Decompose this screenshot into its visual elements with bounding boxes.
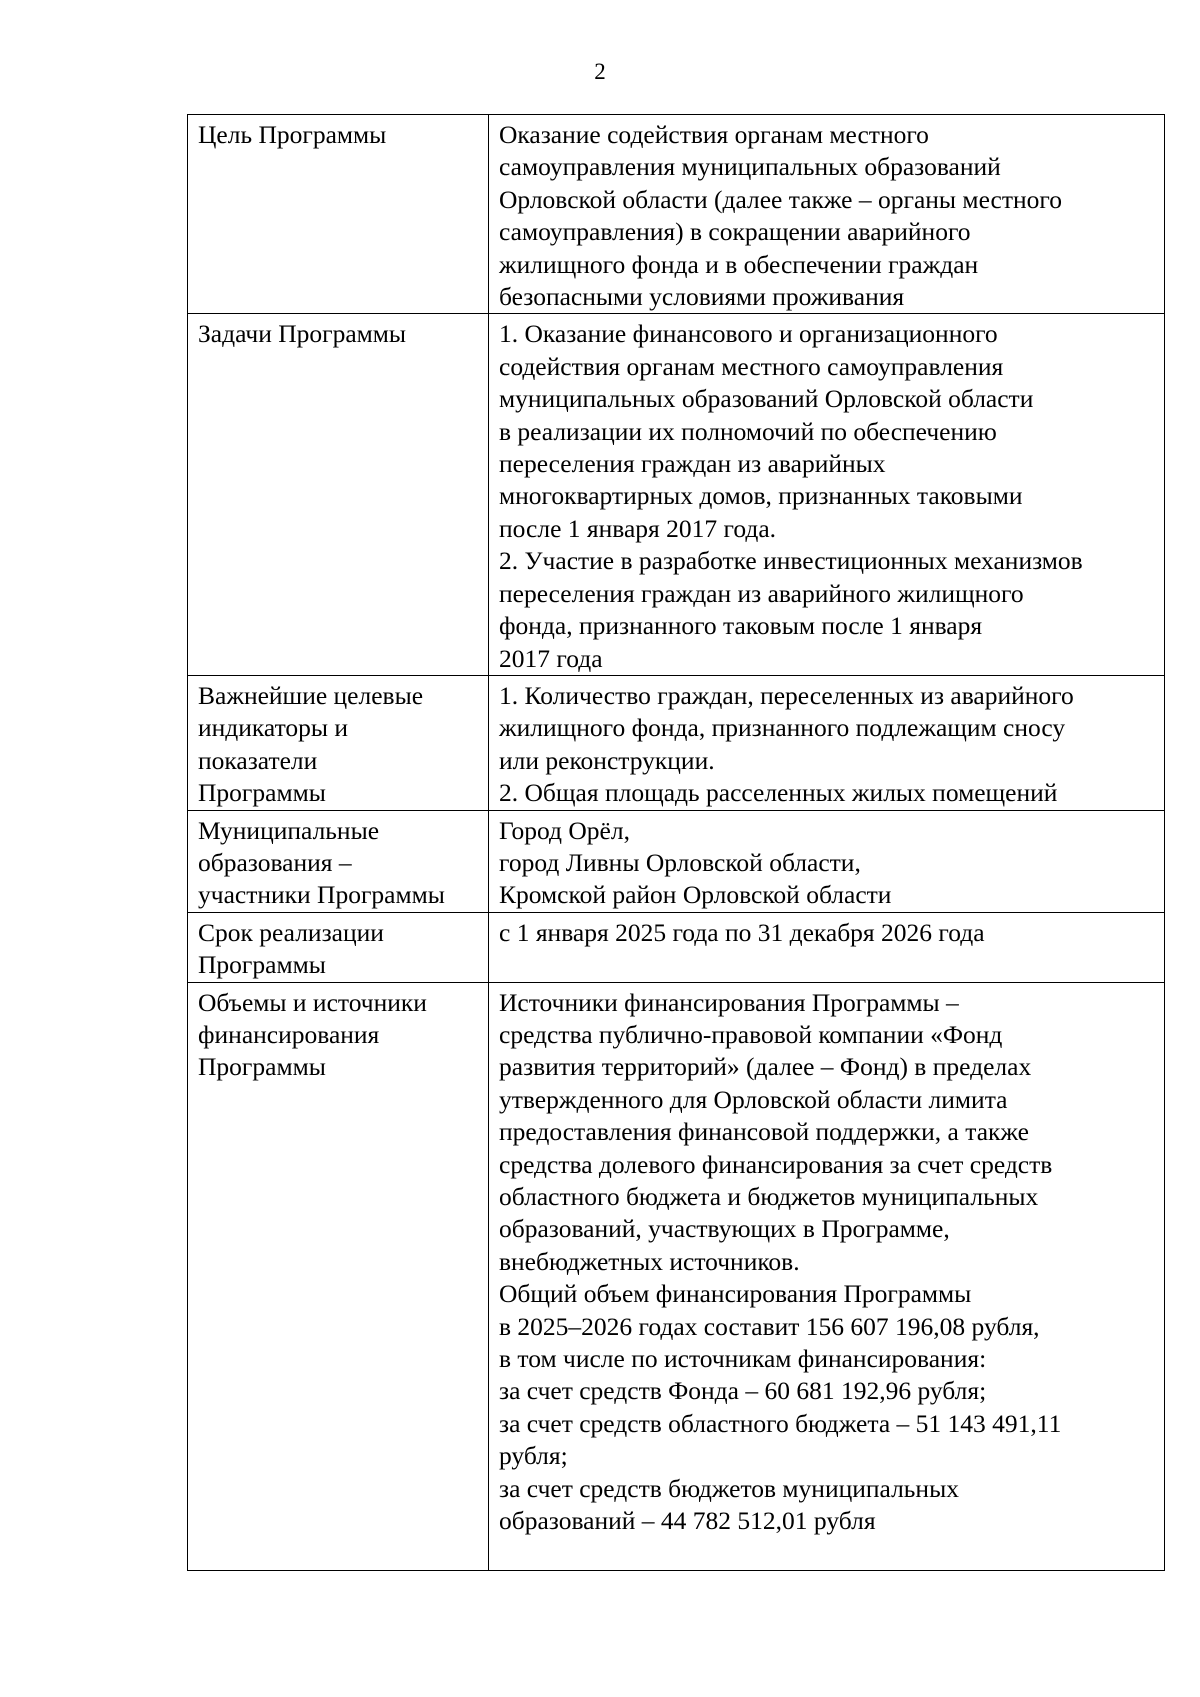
value-line: Оказание содействия органам местного	[499, 120, 929, 149]
row-label-tasks	[188, 314, 489, 675]
table-row-municipalities	[188, 810, 1165, 912]
value-line: за счет средств Фонда – 60 681 192,96 рубля;	[499, 1376, 987, 1406]
value-line: Орловской области (далее также – органы местного	[499, 184, 1062, 214]
value-line: Общий объем финансирования Программы	[499, 1279, 972, 1309]
label-line: участники Программы	[198, 880, 445, 910]
value-line: фонда, признанного таковым после 1 января	[499, 611, 983, 641]
label-line: Объемы и источники	[198, 987, 427, 1017]
value-line: Кромской район Орловской области	[499, 880, 892, 910]
label-line: индикаторы и	[198, 713, 349, 743]
value-line: предоставления финансовой поддержки, а также	[499, 1117, 1029, 1147]
label-line: образования –	[198, 847, 352, 877]
row-value-tasks	[489, 314, 1165, 675]
value-line: содействия органам местного самоуправления	[499, 351, 1004, 381]
value-line: образований, участвующих в Программе,	[499, 1214, 950, 1244]
value-line: переселения граждан из аварийных	[499, 449, 886, 479]
row-label-funding	[188, 982, 489, 1570]
value-line: средства долевого финансирования за счет средств	[499, 1149, 1053, 1179]
value-line: муниципальных образований Орловской области	[499, 384, 1034, 414]
value-line: Источники финансирования Программы –	[499, 987, 959, 1017]
value-line: в том числе по источникам финансирования:	[499, 1344, 987, 1374]
value-line: внебюджетных источников.	[499, 1246, 800, 1276]
value-line: утвержденного для Орловской области лимита	[499, 1084, 1008, 1114]
row-value-indicators	[489, 675, 1165, 810]
value-line: переселения граждан из аварийного жилищного	[499, 578, 1024, 608]
value-line: город Ливны Орловской области,	[499, 847, 861, 877]
value-line: 1. Количество граждан, переселенных из аварийного	[499, 680, 1074, 710]
label-line: Программы	[198, 1052, 326, 1082]
value-line: рубля;	[499, 1441, 568, 1471]
value-line: Город Орёл,	[499, 815, 630, 845]
row-value-funding	[489, 982, 1165, 1570]
row-value-period	[489, 912, 1165, 982]
label-line: Муниципальные	[198, 815, 380, 845]
value-line: самоуправления муниципальных образований	[499, 152, 1001, 182]
label-line: показатели	[198, 745, 318, 775]
value-line: развития территорий» (далее – Фонд) в пределах	[499, 1052, 1032, 1082]
label-line: Цель Программы	[198, 120, 387, 149]
table-row-period	[188, 912, 1165, 982]
row-label-goal	[188, 115, 489, 314]
row-label-municipalities	[188, 810, 489, 912]
label-line: Важнейшие целевые	[198, 680, 424, 710]
table-row-goal	[188, 115, 1165, 314]
value-line: областного бюджета и бюджетов муниципальных	[499, 1182, 1039, 1211]
row-label-period	[188, 912, 489, 982]
value-line: в 2025–2026 годах составит 156 607 196,08 рубля,	[499, 1311, 1040, 1341]
label-line: финансирования	[198, 1019, 380, 1049]
value-line: самоуправления) в сокращении аварийного	[499, 217, 971, 247]
value-line: или реконструкции.	[499, 745, 715, 775]
value-line: 2. Общая площадь расселенных жилых помещений	[499, 778, 1058, 808]
value-line: безопасными условиями проживания	[499, 282, 905, 312]
table-row-tasks	[188, 314, 1165, 675]
value-line: после 1 января 2017 года.	[499, 513, 777, 543]
value-line: в реализации их полномочий по обеспечению	[499, 416, 997, 446]
page-number: 2	[594, 59, 606, 84]
label-line: Программы	[198, 950, 326, 980]
row-label-indicators	[188, 675, 489, 810]
label-line: Срок реализации	[198, 917, 384, 947]
value-line: средства публично-правовой компании «Фонд	[499, 1019, 1003, 1049]
table-row-indicators	[188, 675, 1165, 810]
value-line: за счет средств бюджетов муниципальных	[499, 1473, 959, 1503]
table-row-funding	[188, 982, 1165, 1570]
value-line: 2. Участие в разработке инвестиционных механизмов	[499, 546, 1083, 576]
row-value-municipalities	[489, 810, 1165, 912]
value-line: 2017 года	[499, 643, 603, 673]
value-line: жилищного фонда и в обеспечении граждан	[499, 249, 979, 279]
value-line: образований – 44 782 512,01 рубля	[499, 1506, 876, 1536]
label-line: Программы	[198, 778, 326, 808]
row-value-goal	[489, 115, 1165, 314]
value-line: за счет средств областного бюджета – 51 143 491,11	[499, 1408, 1062, 1438]
value-line: многоквартирных домов, признанных таковыми	[499, 481, 1023, 511]
value-line: 1. Оказание финансового и организационного	[499, 319, 998, 349]
program-passport-table	[187, 114, 1165, 1571]
value-line: жилищного фонда, признанного подлежащим сносу	[499, 713, 1066, 743]
label-line: Задачи Программы	[198, 319, 407, 349]
value-line: с 1 января 2025 года по 31 декабря 2026 года	[499, 917, 985, 947]
